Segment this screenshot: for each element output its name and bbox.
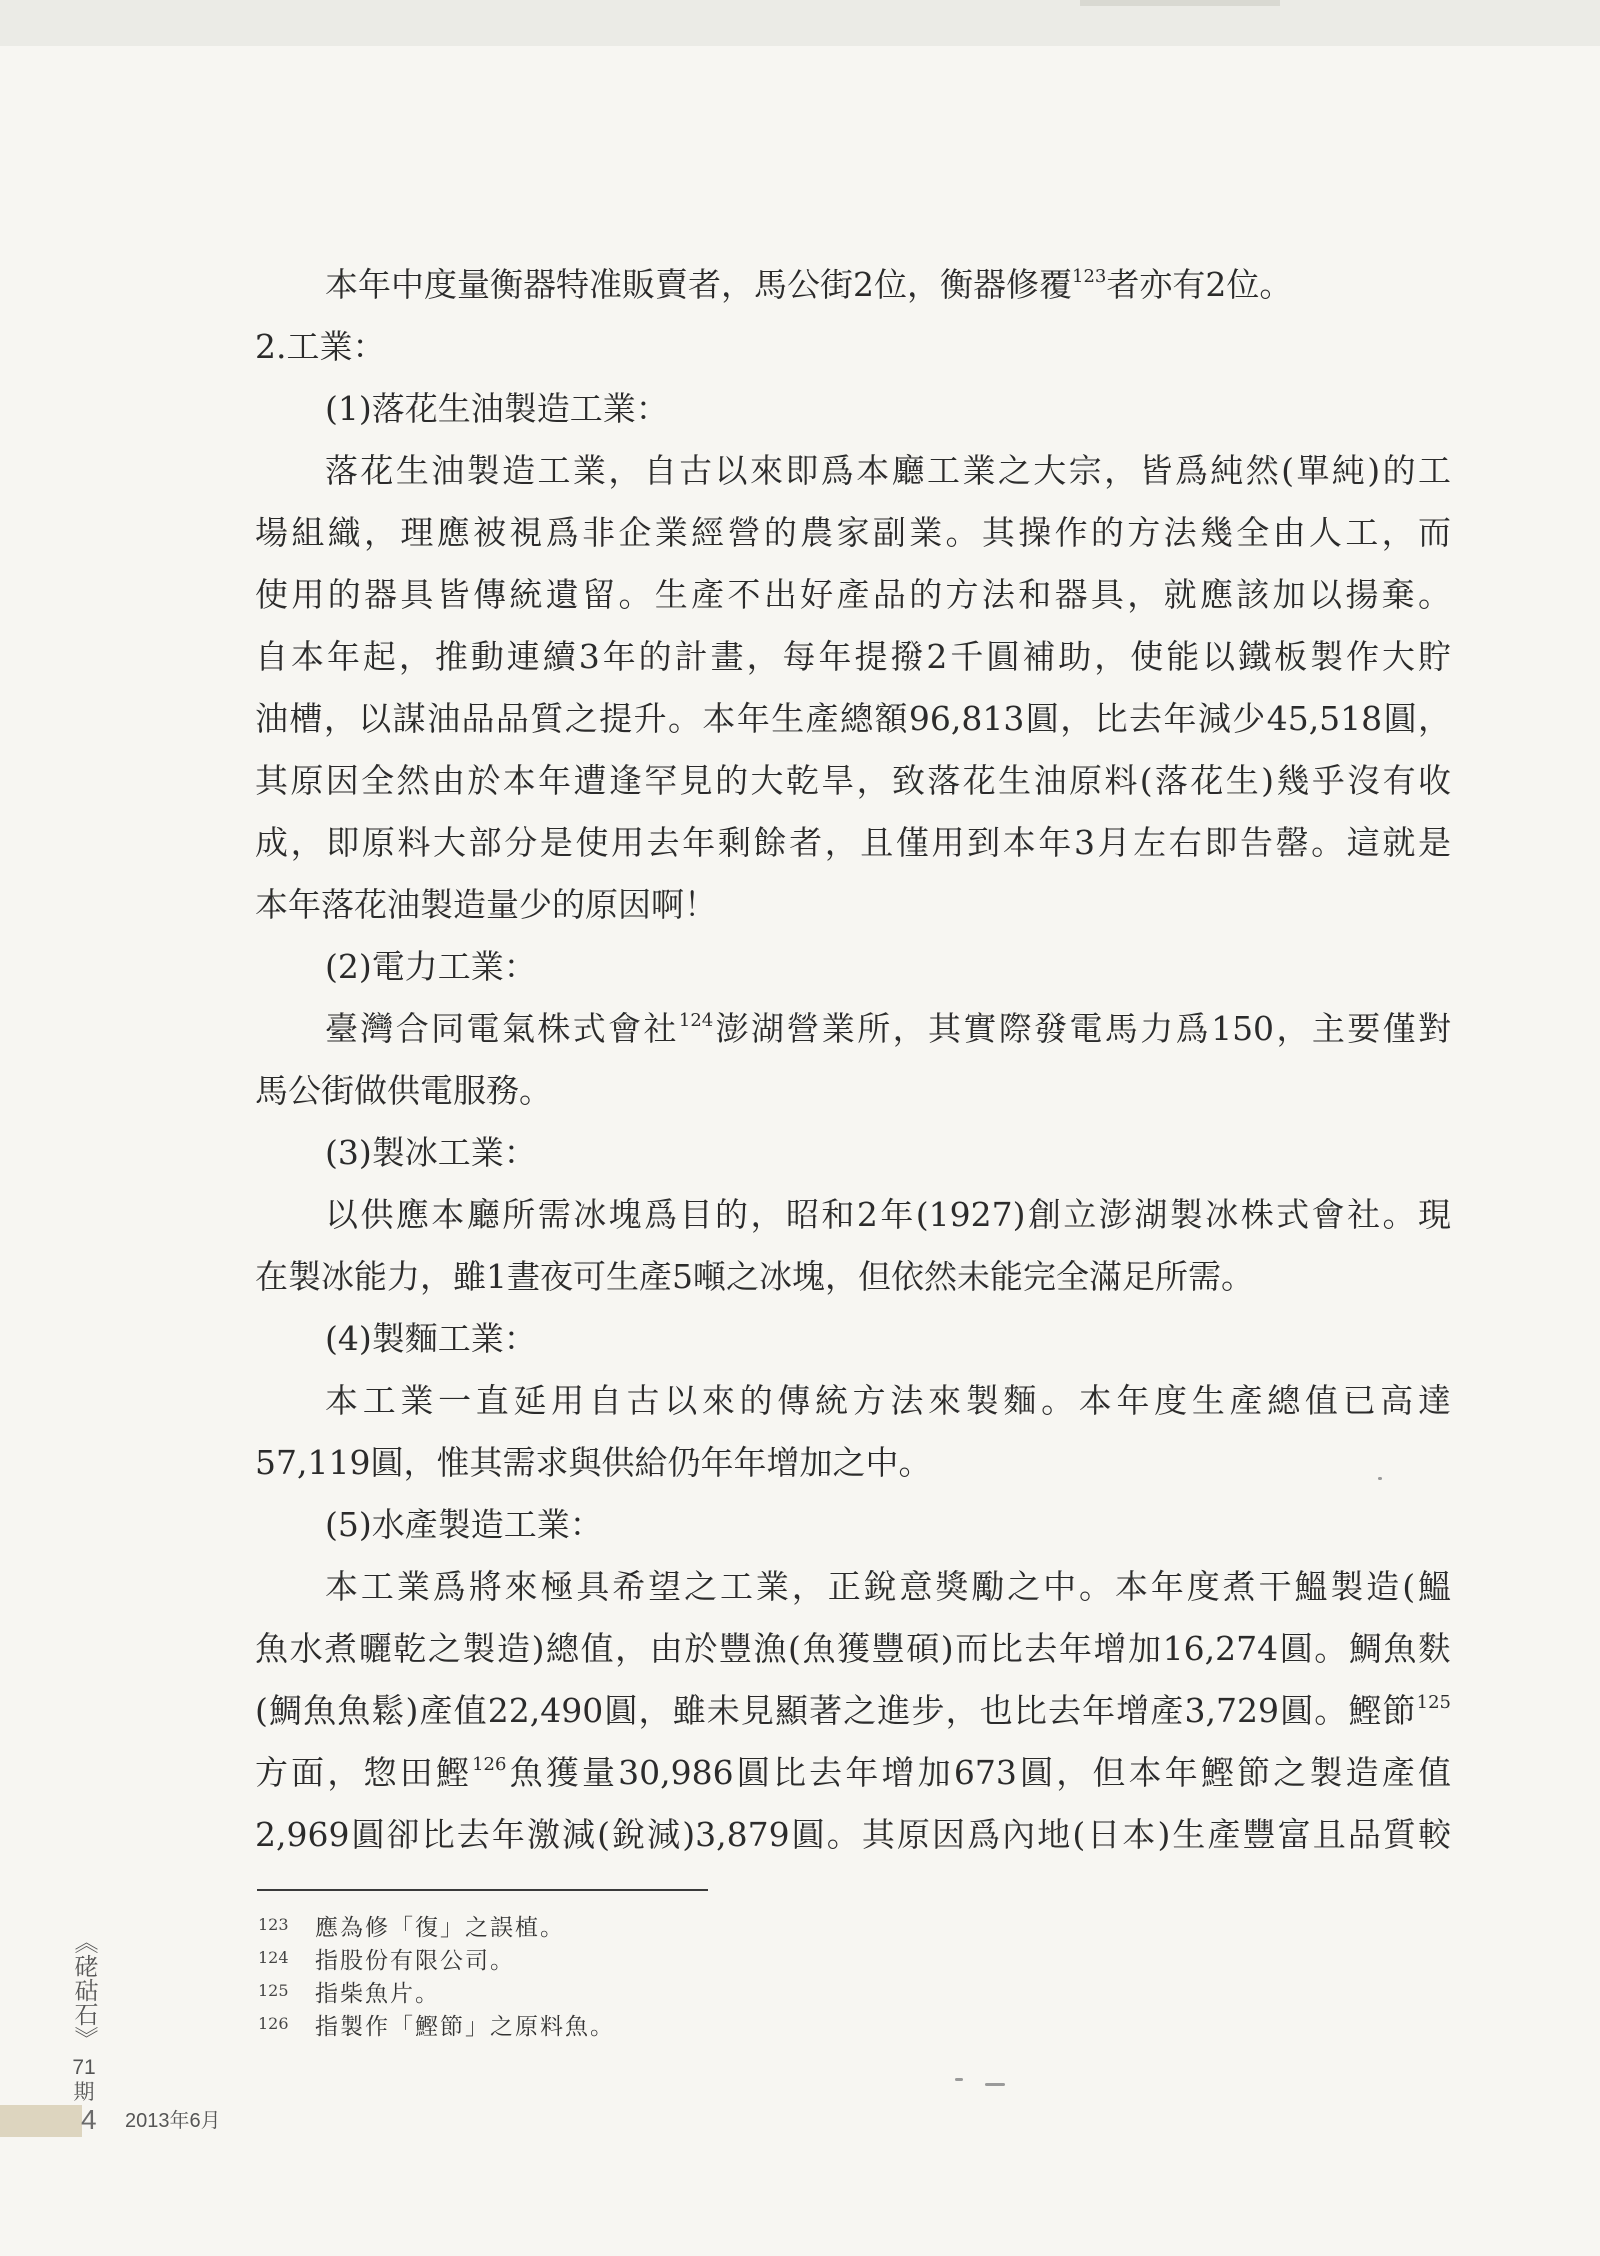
scan-top-band [0, 0, 1600, 46]
text-run: 方面，惣田鰹 [255, 1753, 473, 1792]
footnote-text: 指股份有限公司。 [315, 1948, 515, 1974]
journal-sidebar [64, 1930, 104, 2104]
footnote-item [258, 1945, 958, 1978]
issue-date: 2013年6月 [125, 2110, 221, 2132]
body-line: 57,119圓，惟其需求與供給仍年年增加之中。 [255, 1443, 932, 1482]
footnote-ref-126: 126 [472, 1754, 507, 1775]
body-line: 場組織，理應被視爲非企業經營的農家副業。其操作的方法幾全由人工，而 [255, 513, 1451, 552]
footnote-number: 125 [258, 1981, 289, 2000]
body-line [255, 254, 1451, 316]
text-run: 者亦有2位。 [1106, 265, 1293, 304]
body-line: 本工業一直延用自古以來的傳統方法來製麵。本年度生產總值已高達 [325, 1381, 1451, 1420]
body-line: 2,969圓卻比去年激減(銳減)3,879圓。其原因爲內地(日本)生產豐富且品質較 [255, 1815, 1451, 1854]
text-run: 澎湖營業所，其實際發電馬力爲150，主要僅對 [713, 1009, 1451, 1048]
footnotes [258, 1912, 958, 2044]
scan-speck [955, 2078, 963, 2081]
footnote-item [258, 2011, 958, 2044]
footnote-text: 指柴魚片。 [315, 1981, 440, 2007]
footnote-item [258, 1978, 958, 2011]
footnote-ref-123: 123 [1072, 266, 1107, 287]
text-run: 臺灣合同電氣株式會社 [325, 1009, 679, 1048]
body-line: 成，即原料大部分是使用去年剩餘者，且僅用到本年3月左右即告罄。這就是 [255, 823, 1451, 862]
page-number: 4 [81, 2104, 97, 2135]
body-line: 魚水煮曬乾之製造)總值，由於豐漁(魚獲豐碩)而比去年增加16,274圓。鯛魚麩 [255, 1629, 1451, 1668]
body-line: 本工業爲將來極具希望之工業，正銳意獎勵之中。本年度煮干鰮製造(鰮 [325, 1567, 1451, 1606]
footnote-divider [257, 1889, 708, 1891]
subsection-heading: (5)水產製造工業： [325, 1505, 603, 1544]
body-line: 以供應本廳所需冰塊爲目的，昭和2年(1927)創立澎湖製冰株式會社。現 [325, 1195, 1451, 1234]
text-run: 本年中度量衡器特准販賣者，馬公街2位，衡器修覆 [325, 265, 1072, 304]
text-run: 魚獲量30,986圓比去年增加673圓，但本年鰹節之製造產值 [506, 1753, 1451, 1792]
body-line: 油槽，以謀油品品質之提升。本年生產總額96,813圓，比去年減少45,518圓， [255, 699, 1451, 738]
subsection-heading: (4)製麵工業： [325, 1319, 537, 1358]
journal-title: 《硓𥑮石》 [70, 1930, 98, 2050]
journal-issue-unit: 期 [73, 2080, 95, 2104]
scan-speck [1378, 1477, 1382, 1480]
body-line [255, 1742, 1451, 1804]
footnote-number: 123 [258, 1915, 289, 1934]
journal-issue-number: 71 [72, 2056, 96, 2079]
body-line [255, 1680, 1451, 1742]
body-line: 馬公街做供電服務。 [255, 1071, 552, 1110]
body-line: 本年落花油製造量少的原因啊！ [255, 885, 717, 924]
subsection-heading: (1)落花生油製造工業： [325, 389, 669, 428]
body-line: 落花生油製造工業，自古以來即爲本廳工業之大宗，皆爲純然(單純)的工 [325, 451, 1451, 490]
footnote-ref-125: 125 [1416, 1692, 1451, 1713]
section-heading: 2.工業： [255, 327, 386, 366]
scan-speck [985, 2083, 1005, 2086]
body-text [255, 254, 1451, 1866]
subsection-heading: (2)電力工業： [325, 947, 537, 986]
body-line: 自本年起，推動連續3年的計畫，每年提撥2千圓補助，使能以鐵板製作大貯 [255, 637, 1451, 676]
body-line: 其原因全然由於本年遭逢罕見的大乾旱，致落花生油原料(落花生)幾乎沒有收 [255, 761, 1451, 800]
footnote-item [258, 1912, 958, 1945]
footnote-number: 126 [258, 2014, 289, 2033]
footnote-number: 124 [258, 1948, 289, 1967]
text-run: (鯛魚魚鬆)產值22,490圓，雖未見顯著之進步，也比去年增產3,729圓。鰹節 [255, 1691, 1417, 1730]
subsection-heading: (3)製冰工業： [325, 1133, 537, 1172]
footnote-text: 指製作「鰹節」之原料魚。 [315, 2014, 615, 2040]
body-line [255, 998, 1451, 1060]
body-line: 使用的器具皆傳統遺留。生產不出好產品的方法和器具，就應該加以揚棄。 [255, 575, 1451, 614]
footnote-ref-124: 124 [678, 1010, 714, 1031]
body-line: 在製冰能力，雖1晝夜可生產5噸之冰塊，但依然未能完全滿足所需。 [255, 1257, 1254, 1296]
footnote-text: 應為修「復」之誤植。 [315, 1915, 565, 1941]
footer-band [0, 2105, 82, 2137]
